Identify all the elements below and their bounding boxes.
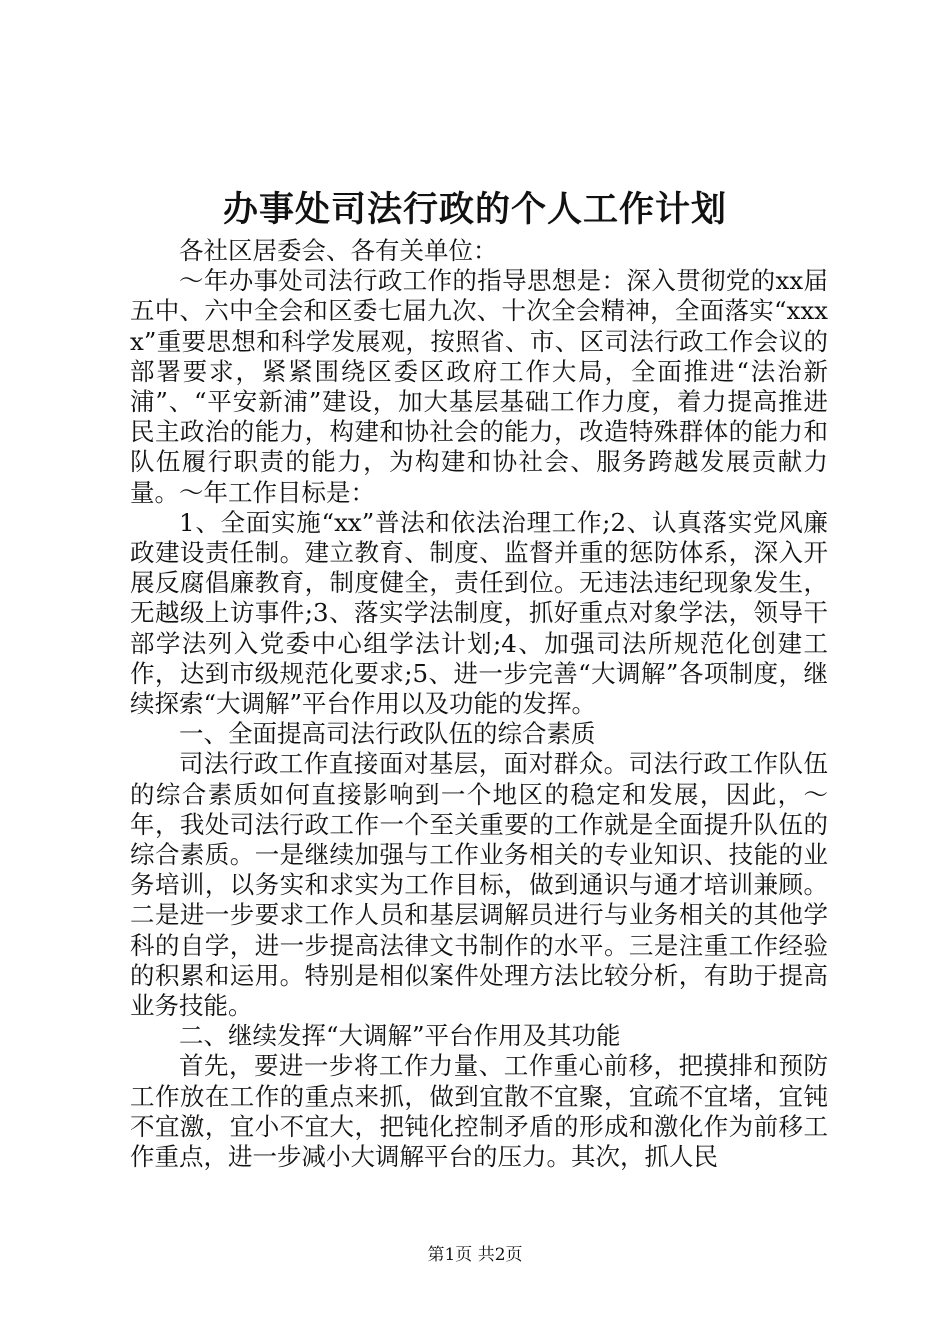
section-1-paragraph: 司法行政工作直接面对基层，面对群众。司法行政工作队伍的综合素质如何直接影响到一个地区的稳定和发展，因此，～年，我处司法行政工作一个至关重要的工作就是全面提升队伍的综合素质。一是继续加强与工作业务相关的专业知识、技能的业务培训，以务实和求实为工作目标，做到通识与通才培训兼顾。二是进一步要求工作人员和基层调解员进行与业务相关的其他学科的自学，进一步提高法律文书制作的水平。三是注重工作经验的积累和运用。特别是相似案件处理方法比较分析，有助于提高业务技能。 (130, 749, 828, 1021)
document-body (130, 236, 828, 1172)
page-number-footer: 第1页 共2页 (427, 1245, 523, 1265)
section-2-paragraph: 首先，要进一步将工作力量、工作重心前移，把摸排和预防工作放在工作的重点来抓，做到宜散不宜聚，宜疏不宜堵，宜钝不宜激，宜小不宜大，把钝化控制矛盾的形成和激化作为前移工作重点，进一步减小大调解平台的压力。其次，抓人民 (130, 1051, 828, 1172)
document-title: 办事处司法行政的个人工作计划 (222, 189, 727, 230)
guiding-thought-paragraph: ～年办事处司法行政工作的指导思想是：深入贯彻党的xx届五中、六中全会和区委七届九次、十次全会精神，全面落实“xxxx”重要思想和科学发展观，按照省、市、区司法行政工作会议的部署要求，紧紧围绕区委区政府工作大局，全面推进“法治新浦”、“平安新浦”建设，加大基层基础工作力度，着力提高推进民主政治的能力，构建和协社会的能力，改造特殊群体的能力和队伍履行职责的能力，为构建和协社会、服务跨越发展贡献力量。～年工作目标是： (130, 266, 828, 507)
salutation-paragraph: 各社区居委会、各有关单位： (179, 236, 498, 265)
work-goals-paragraph: 1、全面实施“xx”普法和依法治理工作;2、认真落实党风廉政建设责任制。建立教育、制度、监督并重的惩防体系，深入开展反腐倡廉教育，制度健全，责任到位。无违法违纪现象发生，无越级上访事件;3、落实学法制度，抓好重点对象学法，领导干部学法列入党委中心组学法计划;4、加强司法所规范化创建工作，达到市级规范化要求;5、进一步完善“大调解”各项制度，继续探索“大调解”平台作用以及功能的发挥。 (130, 507, 828, 719)
section-heading-1: 一、全面提高司法行政队伍的综合素质 (179, 719, 596, 749)
section-heading-2: 二、继续发挥“大调解”平台作用及其功能 (179, 1021, 621, 1051)
